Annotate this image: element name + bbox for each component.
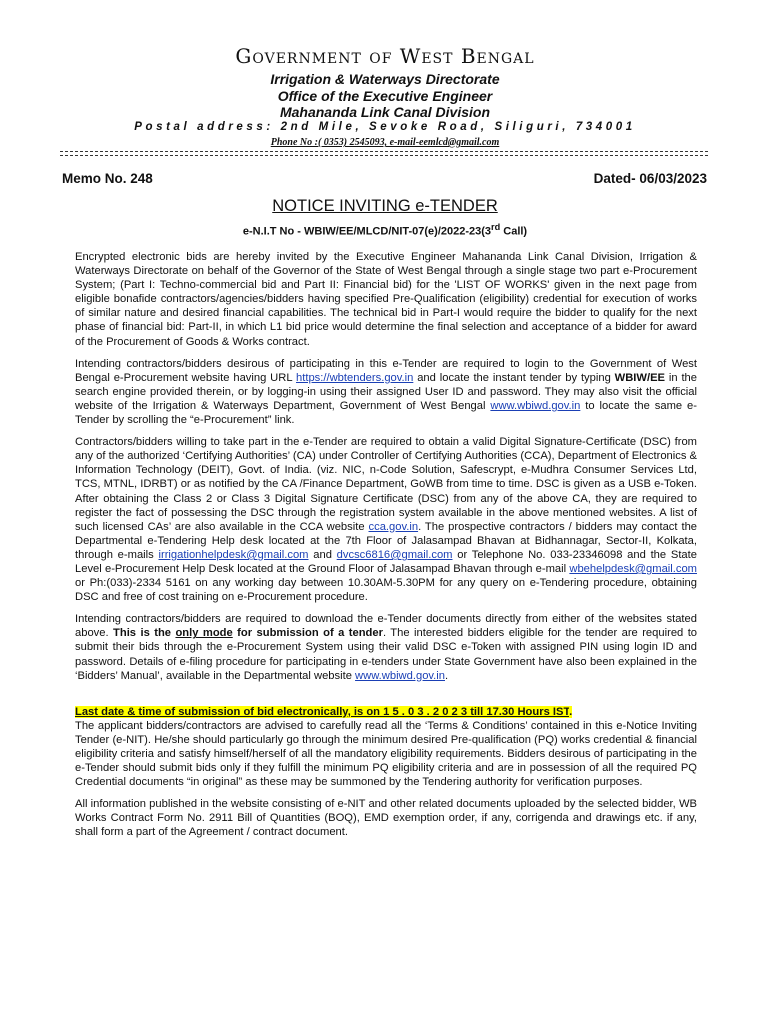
nit-code: WBIW/EE/MLCD/NIT-07(e)/2022-23(3: [304, 225, 492, 238]
text-segment: Intending contractors/bidders are required to download the e-Tender documents directly from either of the websites stated above.: [75, 613, 697, 640]
text-segment: or Ph:(033)-2334 5161 on any working day between 10.30AM-5.30PM for any query on e-Tendering procedure, obtaining DSC and free of cost training on e-Procurement procedure.: [75, 577, 697, 604]
irrigation-helpdesk-email-link[interactable]: irrigationhelpdesk@gmail.com: [158, 548, 309, 561]
wbiwd-link[interactable]: www.wbiwd.gov.in: [490, 399, 581, 412]
only-mode-emphasis: only mode: [175, 627, 233, 640]
memo-date: Dated- 06/03/2023: [593, 171, 707, 186]
wbiwd-link-second[interactable]: www.wbiwd.gov.in: [355, 669, 445, 682]
nit-prefix: e-N.I.T No -: [242, 225, 304, 238]
text-segment: . The interested bidders eligible for the tender are required to submit their bids through the e-Procurement System using their valid DSC e-Token with assigned PIN using login ID and password. Details of e-filing procedure for participating in e-tenders under State Government have also been explained in the ‘Bidders’ Manual’, available in the Departmental website: [75, 627, 698, 682]
division-line: Mahananda Link Canal Division: [279, 104, 491, 120]
paragraph-agreement-documents: All information published in the website consisting of e-NIT and other related documents uploaded by the selected bidder, WB Works Contract Form No. 2911 Bill of Quantities (BOQ), EMD exemption order, if any, corrigenda and drawings etc. if any, shall form a part of the Agreement / contract document.: [75, 798, 697, 839]
wbe-helpdesk-email-link[interactable]: wbehelpdesk@gmail.com: [569, 562, 697, 575]
bold-segment: for submission of a tender: [232, 627, 383, 640]
spacer: [75, 789, 697, 797]
dvcsc-email-link[interactable]: dvcsc6816@gmail.com: [336, 548, 453, 561]
header-divider-second: [60, 155, 708, 156]
spacer: [75, 691, 697, 705]
bold-segment: This is the: [113, 627, 176, 640]
text-segment: The applicant bidders/contractors are advised to carefully read all the ‘Terms & Conditions’ contained in this e-Notice Inviting Tender (e-NIT). He/she should particularly go through the minimum desired Pre-qualification (PQ) works credential & financial eligibility criteria and satisfy himself/herself of all the mandatory eligibility requirements. Bidders desirous of participating in the e-Tender should submit bids only if they fulfill the minimum PQ eligibility criteria and are in possession of all the required PQ Credential documents “in original” as these may be summoned by the Tendering authority for verification purposes.: [75, 719, 697, 789]
paragraph-dsc-requirements: [75, 435, 697, 604]
office-line: Office of the Executive Engineer: [277, 88, 493, 104]
notice-title: NOTICE INVITING e-TENDER: [272, 197, 498, 215]
postal-address: Postal address: 2nd Mile, Sevoke Road, Siliguri, 734001: [134, 121, 636, 133]
text-segment: or Telephone No. 033-23346098 and the State Level e-Procurement Help Desk located at the Ground Floor of Jalasampad Bhavan through e-mail: [75, 548, 697, 575]
text-segment: in the search engine provided therein, or by logging-in using their assigned User ID and password. They may also visit the official website of the Irrigation & Waterways Department, Government of West Bengal: [75, 371, 698, 412]
phone-email-line: Phone No :( 0353) 2545093, e-mail-eemlcd@gmail.com: [270, 137, 500, 148]
paragraph-deadline-and-advice: [75, 705, 697, 790]
text-segment: .: [445, 669, 449, 682]
text-segment: to locate the same e-Tender by scrolling the “e-Procurement” link.: [75, 399, 697, 427]
header-divider: [60, 151, 708, 152]
paragraph-invitation: Encrypted electronic bids are hereby invited by the Executive Engineer Mahananda Link Canal Division, Irrigation & Waterways Directorate on behalf of the Governor of the State of West Bengal through a single stage two part e-Procurement System; (Part I: Techno-commercial bid and Part II: Financial bid) for the 'LIST OF WORKS' given in the next page from eligible bonafide contractors/agencies/bidders having specified Pre-Qualification (eligibility) credential for execution of works of similar nature and desired financial capabilities. The technical bid in Part-I would require the bidder to qualify for the next phase of financial bid: Part-II, in which L1 bid price would determine the final selection and acceptance of a bidder for award of the Procurement of Goods & Works contract.: [75, 251, 697, 348]
notice-body: [75, 250, 697, 848]
text-segment: and locate the instant tender by typing: [413, 371, 615, 384]
paragraph-download-instructions: [75, 612, 697, 682]
submission-deadline: Last date & time of submission of bid electronically, is on 1 5 . 0 3 . 2 0 2 3 till 17.30 Hours IST: [75, 705, 570, 718]
memo-number: Memo No. 248: [62, 171, 153, 186]
search-keyword: WBIW/EE: [614, 371, 666, 384]
deadline-end: .: [569, 705, 573, 718]
text-segment: and: [308, 548, 337, 561]
text-segment: Contractors/bidders willing to take part in the e-Tender are required to obtain a valid Digital Signature-Certificate (DSC) from any of the authorized ‘Certifying Authorities’ (CA) under Controller of Certifying Authorities (CCA), Department of Electronics & Information Technology (DEIT), Govt. of India. (viz. NIC, n-Code Solution, Safescrypt, e-Mudhra Consumer Services Ltd, TCS, MTNL, IDRBT) or as notified by the CA /Finance Department, GoWB from time to time. DSC is given as a USB e-Token. After obtaining the Class 2 or Class 3 Digital Signature Certificate (DSC) from any of the above CA, they are required to register the fact of possessing the DSC through the registration system available in the above mentioned websites. A list of such licensed CAs’ are also available in the CCA website: [75, 436, 698, 533]
paragraph-login-instructions: [75, 357, 697, 427]
text-segment: Intending contractors/bidders desirous of participating in this e-Tender are required to login to the Government of West Bengal e-Procurement website having URL: [75, 357, 697, 384]
nit-number: [0, 222, 770, 238]
nit-suffix: Call): [500, 225, 528, 238]
wbtenders-link[interactable]: https://wbtenders.gov.in: [296, 371, 414, 384]
directorate-line: Irrigation & Waterways Directorate: [270, 71, 500, 87]
cca-link[interactable]: cca.gov.in: [368, 520, 419, 533]
text-segment: . The prospective contractors / bidders may contact the Departmental e-Tendering Help desk located at the 7th Floor of Jalasampad Bhavan at Bidhannagar, Sector-II, Kolkata, through e-mails: [75, 520, 698, 561]
nit-superscript: rd: [491, 222, 501, 232]
government-heading: Government of West Bengal: [235, 44, 535, 68]
